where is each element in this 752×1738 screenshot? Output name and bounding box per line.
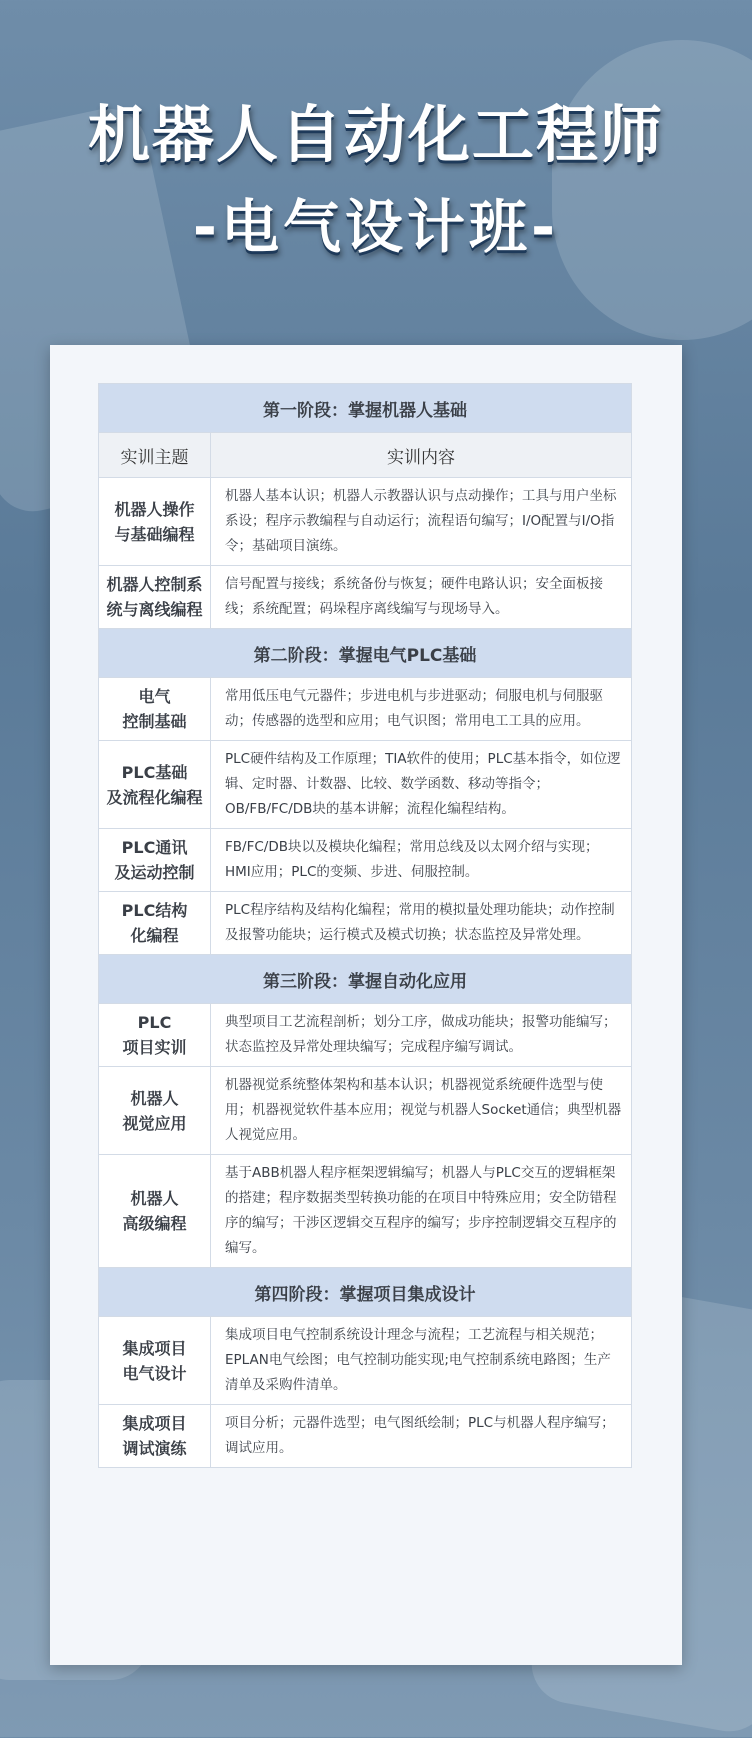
row-content: 项目分析；元器件选型；电气图纸绘制；PLC与机器人程序编写；调试应用。 bbox=[211, 1405, 632, 1468]
row-content: 机器视觉系统整体架构和基本认识；机器视觉系统硬件选型与使用；机器视觉软件基本应用；视觉与机器人Socket通信；典型机器人视觉应用。 bbox=[211, 1067, 632, 1155]
topic-line: 集成项目 bbox=[122, 1338, 187, 1358]
topic-line: 统与离线编程 bbox=[106, 600, 203, 619]
table-row bbox=[99, 1067, 632, 1155]
topic-line: 项目实训 bbox=[122, 1038, 187, 1057]
phase-header: 第二阶段：掌握电气PLC基础 bbox=[99, 629, 632, 678]
topic-line: 集成项目 bbox=[122, 1414, 187, 1433]
row-topic bbox=[99, 1405, 211, 1468]
row-topic bbox=[99, 1067, 211, 1155]
topic-line: 高级编程 bbox=[122, 1214, 187, 1233]
row-content: FB/FC/DB块以及模块化编程；常用总线及以太网介绍与实现；HMI应用；PLC的变频、步进、伺服控制。 bbox=[211, 829, 632, 892]
row-content: 基于ABB机器人程序框架逻辑编写；机器人与PLC交互的逻辑框架的搭建；程序数据类型转换功能的在项目中特殊应用；安全防错程序的编写；干涉区逻辑交互程序的编写；步序控制逻辑交互程序的编写。 bbox=[211, 1155, 632, 1268]
row-topic bbox=[99, 1004, 211, 1067]
row-topic bbox=[99, 1317, 211, 1405]
topic-line: 控制基础 bbox=[122, 712, 187, 731]
table-row bbox=[99, 478, 632, 566]
table-header-row bbox=[99, 433, 632, 478]
phase-header: 第一阶段：掌握机器人基础 bbox=[99, 384, 632, 433]
row-topic bbox=[99, 892, 211, 955]
table-row bbox=[99, 892, 632, 955]
row-topic bbox=[99, 478, 211, 566]
page-title: 机器人自动化工程师 bbox=[87, 98, 664, 171]
topic-line: 及运动控制 bbox=[114, 863, 195, 882]
table-row bbox=[99, 1317, 632, 1405]
topic-line: 电气设计 bbox=[122, 1363, 187, 1383]
topic-line: 电气 bbox=[138, 687, 171, 706]
topic-line: 与基础编程 bbox=[114, 524, 195, 544]
phase-header: 第四阶段：掌握项目集成设计 bbox=[99, 1268, 632, 1317]
row-topic bbox=[99, 566, 211, 629]
table-row bbox=[99, 566, 632, 629]
row-topic bbox=[99, 678, 211, 741]
topic-line: 机器人控制系 bbox=[106, 575, 203, 594]
row-content: 常用低压电气元器件；步进电机与步进驱动；伺服电机与伺服驱动；传感器的选型和应用；电气识图；常用电工工具的应用。 bbox=[211, 678, 632, 741]
table-row bbox=[99, 1155, 632, 1268]
row-content: PLC硬件结构及工作原理；TIA软件的使用；PLC基本指令，如位逻辑、定时器、计数器、比较、数学函数、移动等指令；OB/FB/FC/DB块的基本讲解；流程化编程结构。 bbox=[211, 741, 632, 829]
curriculum-table bbox=[98, 383, 632, 1468]
topic-line: PLC通讯 bbox=[121, 838, 188, 857]
topic-line: PLC结构 bbox=[121, 901, 188, 920]
row-content: 典型项目工艺流程剖析；划分工序，做成功能块；报警功能编写；状态监控及异常处理块编写；完成程序编写调试。 bbox=[211, 1004, 632, 1067]
topic-line: 机器人 bbox=[130, 1189, 179, 1208]
page-subtitle: -电气设计班- bbox=[192, 193, 560, 261]
table-row bbox=[99, 678, 632, 741]
column-header-content: 实训内容 bbox=[211, 433, 632, 478]
curriculum-card bbox=[50, 345, 682, 1665]
topic-line: PLC基础 bbox=[121, 762, 188, 782]
row-content: 机器人基本认识；机器人示教器认识与点动操作；工具与用户坐标系设；程序示教编程与自动运行；流程语句编写；I/O配置与I/O指令；基础项目演练。 bbox=[211, 478, 632, 566]
table-row bbox=[99, 1405, 632, 1468]
row-topic bbox=[99, 829, 211, 892]
row-topic bbox=[99, 1155, 211, 1268]
phase-header: 第三阶段：掌握自动化应用 bbox=[99, 955, 632, 1004]
table-row bbox=[99, 741, 632, 829]
topic-line: 调试演练 bbox=[122, 1439, 187, 1458]
topic-line: PLC bbox=[137, 1013, 172, 1032]
table-row bbox=[99, 829, 632, 892]
topic-line: 视觉应用 bbox=[122, 1113, 187, 1133]
row-topic bbox=[99, 741, 211, 829]
topic-line: 及流程化编程 bbox=[106, 787, 203, 807]
table-row bbox=[99, 1004, 632, 1067]
topic-line: 机器人 bbox=[130, 1088, 179, 1108]
topic-line: 化编程 bbox=[130, 926, 179, 945]
row-content: 集成项目电气控制系统设计理念与流程；工艺流程与相关规范；EPLAN电气绘图；电气控制功能实现;电气控制系统电路图；生产清单及采购件清单。 bbox=[211, 1317, 632, 1405]
topic-line: 机器人操作 bbox=[114, 499, 195, 519]
row-content: 信号配置与接线；系统备份与恢复；硬件电路认识；安全面板接线；系统配置；码垛程序离线编写与现场导入。 bbox=[211, 566, 632, 629]
row-content: PLC程序结构及结构化编程；常用的模拟量处理功能块；动作控制及报警功能块；运行模式及模式切换；状态监控及异常处理。 bbox=[211, 892, 632, 955]
poster-header bbox=[0, 95, 752, 267]
column-header-topic: 实训主题 bbox=[99, 433, 211, 478]
